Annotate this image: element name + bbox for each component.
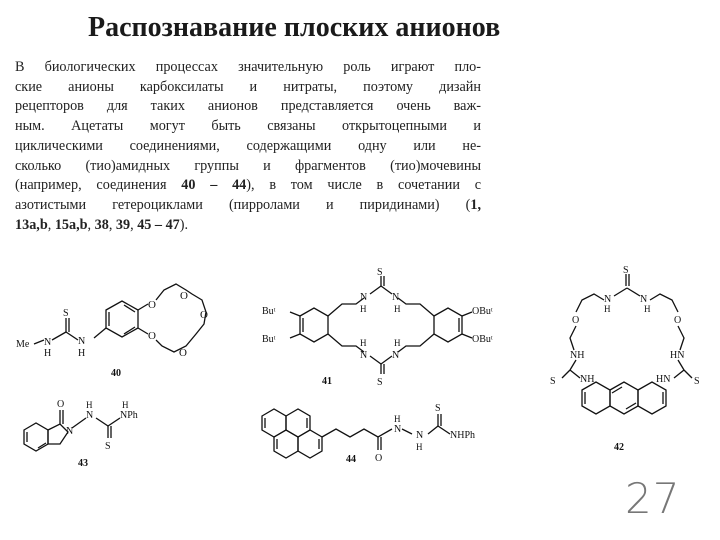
structure-41 [256,268,518,396]
atom-label: OBuᵗ [472,334,493,345]
atom-label: N [86,410,94,421]
structure-44 [256,396,516,468]
structure-43 [14,388,164,470]
atom-label: S [377,268,383,278]
atom-label: N [66,426,74,437]
atom-label: H [604,304,611,314]
atom-label: O [200,309,208,321]
text-line [15,196,481,216]
atom-label: O [57,399,65,410]
atom-label: O [674,315,682,326]
compound-ref: 40 – 44 [181,177,247,194]
atom-label: H [360,338,367,348]
atom-label: N [392,292,400,303]
text-line: циклическими соединениями, содержащими одну или не- [15,137,481,154]
atom-label: O [572,315,580,326]
text-line [15,176,481,196]
compound-ref: 15a,b [54,216,88,233]
compound-label: 40 [111,368,121,379]
atom-label: Me [16,339,30,350]
text-span: , [47,216,55,233]
text-span: , [130,216,138,233]
text-line: ские анионы карбоксилаты и нитраты, поэтому дизайн [15,78,481,95]
atom-label: N [78,336,86,347]
text-line: ным. Ацетаты могут быть связаны открытоцепными и [15,118,481,135]
atom-label: Buᵗ [262,334,276,345]
text-line [15,216,481,236]
atom-label: H [394,414,401,424]
compound-label: 41 [322,376,332,387]
text-line: рецепторов для таких анионов представляется очень важ- [15,98,481,115]
atom-label: N [394,424,402,435]
atom-label: H [394,304,401,314]
text-span: ), в том числе в сочетании с [246,177,481,194]
atom-label: S [550,376,556,387]
atom-label: N [604,294,612,305]
atom-label: O [148,299,156,311]
text-line: В биологических процессах значительную роль играют пло- [15,59,481,75]
structure-40 [14,268,224,386]
atom-label: NH [580,374,595,385]
atom-label: S [63,308,69,319]
atom-label: H [360,304,367,314]
atom-label: S [435,403,441,414]
atom-label: N [44,337,52,348]
atom-label: O [375,453,383,464]
atom-label: N [360,350,368,361]
atom-label: HN [670,350,685,361]
compound-label: 44 [346,454,356,465]
atom-label: H [644,304,651,314]
text-span: , [108,216,116,233]
atom-label: NHPh [450,430,476,441]
atom-label: O [180,290,188,302]
compound-ref: 38 [94,216,109,233]
compound-ref: 39 [115,216,131,233]
text-span: азотистыми гетероциклами (пирролами и пиридинами) ( [15,196,471,213]
atom-label: S [377,377,383,388]
atom-label: H [122,400,129,410]
body-text [15,58,481,235]
atom-label: HN [656,374,671,385]
compound-label: 42 [614,442,624,453]
compound-ref: 13a,b [15,216,48,233]
atom-label: O [148,330,156,342]
atom-label: S [105,441,111,452]
compound-ref: 1, [470,196,481,213]
atom-label: H [78,348,86,359]
atom-label: O [179,347,187,359]
atom-label: S [623,266,629,276]
atom-label: H [416,442,423,452]
atom-label: N [360,292,368,303]
atom-label: S [694,376,700,387]
atom-label: Buᵗ [262,306,276,317]
text-span: (например, соединения [15,177,182,194]
atom-label: NPh [120,410,138,421]
atom-label: H [394,338,401,348]
compound-label: 43 [78,458,88,469]
atom-label: H [86,400,93,410]
atom-label: N [392,350,400,361]
text-span: ). [179,216,189,233]
page-number: 27 [625,474,681,523]
slide-title: Распознавание плоских анионов [88,12,501,43]
atom-label: NH [570,350,585,361]
atom-label: H [44,348,52,359]
text-line: сколько (тио)амидных группы и фрагментов (тио)мочевины [15,157,481,174]
atom-label: OBuᵗ [472,306,493,317]
compound-ref: 45 – 47 [137,216,180,233]
structure-42 [548,266,708,458]
text-span: , [87,216,95,233]
atom-label: N [640,294,648,305]
atom-label: N [416,430,424,441]
